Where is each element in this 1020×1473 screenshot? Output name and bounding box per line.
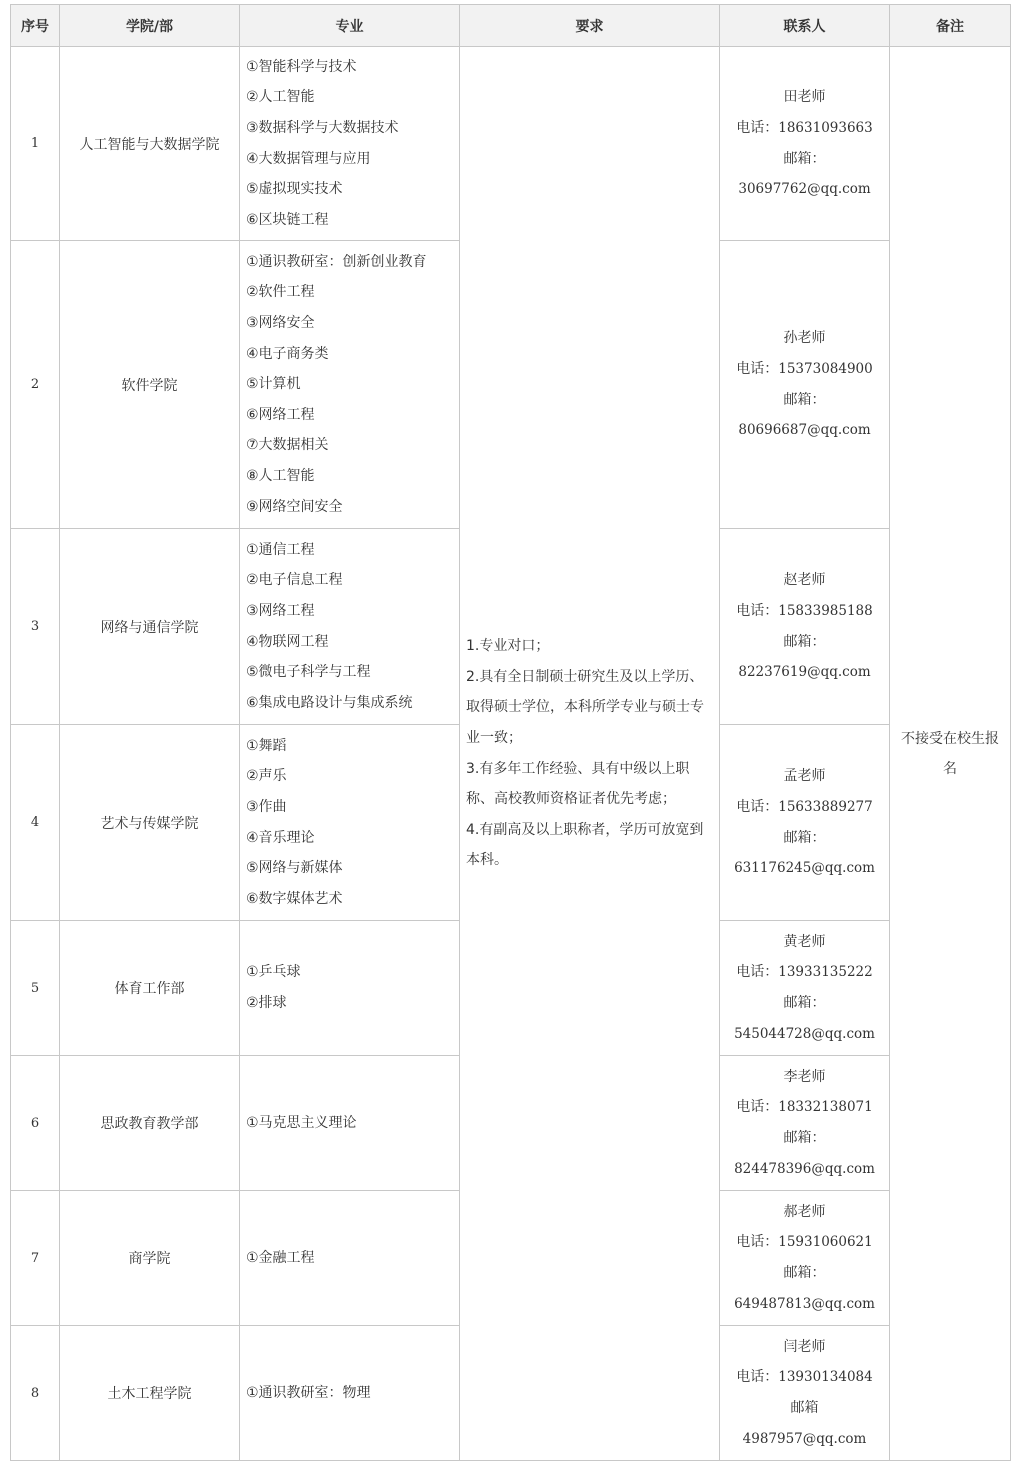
major-list [240,921,460,1056]
contact-name: 孟老师 [783,768,826,785]
major-item: ①金融工程 [246,1249,315,1266]
major-item: ②软件工程 [246,284,315,301]
major-list [240,1326,460,1461]
contact-email[interactable]: 824478396@qq.com [734,1160,875,1177]
major-item: ④大数据管理与应用 [246,150,371,167]
requirement-item: 3.有多年工作经验、具有中级以上职称、高校教师资格证者优先考虑； [466,760,690,808]
header-idx: 序号 [11,5,60,47]
contact-name: 田老师 [783,89,826,106]
header-contact: 联系人 [720,5,890,47]
major-list [240,1191,460,1326]
contact-name: 黄老师 [783,933,826,950]
college-name: 人工智能与大数据学院 [60,47,240,241]
contact-phone-label: 电话： [736,798,779,815]
major-list [240,241,460,529]
row-index: 7 [11,1191,60,1326]
college-name: 思政教育教学部 [60,1056,240,1191]
contact-phone-label: 电话： [736,360,779,377]
college-name: 艺术与传媒学院 [60,725,240,921]
contact-phone: 18631093663 [778,119,873,136]
contact-phone-label: 电话： [736,119,779,136]
major-item: ④物联网工程 [246,633,329,650]
contact-email-label: 邮箱： [783,1130,826,1146]
contact-email[interactable]: 82237619@qq.com [738,664,871,681]
major-item: ③作曲 [246,798,287,815]
row-index: 2 [11,241,60,529]
major-item: ①通识教研室：物理 [246,1384,371,1401]
college-name: 网络与通信学院 [60,529,240,725]
contact-name: 郝老师 [783,1203,826,1220]
college-name: 体育工作部 [60,921,240,1056]
note-cell: 不接受在校生报名 [890,47,1011,1461]
contact-email[interactable]: 545044728@qq.com [734,1025,875,1042]
major-item: ⑥网络工程 [246,406,315,423]
contact-name: 李老师 [783,1068,826,1085]
contact-phone-line [720,596,889,627]
major-list [240,725,460,921]
college-name: 土木工程学院 [60,1326,240,1461]
row-index: 1 [11,47,60,241]
contact-email[interactable]: 30697762@qq.com [738,181,871,198]
requirement-item: 2.具有全日制硕士研究生及以上学历、取得硕士学位，本科所学专业与硕士专业一致； [466,668,704,746]
major-item: ①通识教研室：创新创业教育 [246,253,427,270]
contact-email-label: 邮箱 [790,1400,819,1416]
recruitment-table [10,4,1011,1461]
contact-email-label: 邮箱： [783,633,826,650]
major-item: ⑧人工智能 [246,467,315,484]
major-item: ④音乐理论 [246,829,315,846]
major-item: ①智能科学与技术 [246,58,357,75]
major-item: ①通信工程 [246,541,315,558]
header-requirement: 要求 [460,5,720,47]
contact-phone: 15833985188 [778,602,873,619]
major-item: ⑤微电子科学与工程 [246,664,371,681]
major-item: ⑤网络与新媒体 [246,860,343,877]
contact-phone: 13930134084 [778,1369,873,1386]
contact-phone-line [720,792,889,823]
college-name: 商学院 [60,1191,240,1326]
table-row [11,47,1011,241]
contact-cell [720,921,890,1056]
contact-name: 赵老师 [783,572,826,589]
major-item: ⑨网络空间安全 [246,498,343,515]
contact-email[interactable]: 80696687@qq.com [738,422,871,439]
contact-cell [720,1191,890,1326]
major-list [240,1056,460,1191]
contact-email[interactable]: 649487813@qq.com [734,1295,875,1312]
contact-phone-line [720,1092,889,1123]
major-item: ⑥集成电路设计与集成系统 [246,694,413,711]
major-item: ⑦大数据相关 [246,437,329,454]
major-item: ④电子商务类 [246,345,329,362]
major-item: ②人工智能 [246,89,315,106]
major-item: ⑥区块链工程 [246,211,329,228]
major-item: ③网络安全 [246,315,315,332]
major-list [240,529,460,725]
contact-email[interactable]: 631176245@qq.com [734,860,875,877]
contact-phone-label: 电话： [736,1099,779,1116]
contact-phone: 15633889277 [778,798,873,815]
contact-email-label: 邮箱： [783,150,826,167]
contact-email-label: 邮箱： [783,995,826,1011]
contact-phone: 15931060621 [778,1234,873,1251]
major-item: ①舞蹈 [246,737,287,754]
contact-cell [720,1056,890,1191]
contact-phone: 18332138071 [778,1099,873,1116]
row-index: 5 [11,921,60,1056]
contact-email-label: 邮箱： [783,829,826,846]
contact-phone-label: 电话： [736,602,779,619]
requirement-item: 4.有副高及以上职称者，学历可放宽到本科。 [466,821,704,869]
contact-phone-label: 电话： [736,1234,779,1251]
contact-phone-line [720,1227,889,1258]
major-item: ②声乐 [246,768,287,785]
contact-phone-label: 电话： [736,964,779,981]
table-header-row [11,5,1011,47]
row-index: 6 [11,1056,60,1191]
row-index: 8 [11,1326,60,1461]
contact-phone-line [720,957,889,988]
college-name: 软件学院 [60,241,240,529]
major-item: ③数据科学与大数据技术 [246,119,399,136]
major-item: ⑥数字媒体艺术 [246,890,343,907]
major-item: ①乒乓球 [246,964,301,981]
contact-email[interactable]: 4987957@qq.com [742,1430,867,1447]
contact-phone: 13933135222 [778,964,873,981]
recruitment-table-container [10,4,1010,1461]
contact-phone: 15373084900 [778,360,873,377]
major-list [240,47,460,241]
contact-cell [720,1326,890,1461]
major-item: ①马克思主义理论 [246,1114,357,1131]
row-index: 4 [11,725,60,921]
contact-name: 孙老师 [783,330,826,347]
contact-cell [720,725,890,921]
major-item: ②排球 [246,995,287,1011]
major-item: ⑤计算机 [246,376,301,393]
contact-phone-line [720,1362,889,1393]
contact-email-label: 邮箱： [783,391,826,408]
contact-phone-line [720,354,889,385]
major-item: ③网络工程 [246,602,315,619]
contact-email-label: 邮箱： [783,1265,826,1281]
header-college: 学院/部 [60,5,240,47]
contact-cell [720,529,890,725]
requirement-item: 1.专业对口； [466,638,550,655]
contact-cell [720,47,890,241]
header-major: 专业 [240,5,460,47]
contact-name: 闫老师 [783,1338,826,1355]
contact-cell [720,241,890,529]
row-index: 3 [11,529,60,725]
header-note: 备注 [890,5,1011,47]
contact-phone-line [720,113,889,144]
contact-phone-label: 电话： [736,1369,779,1386]
major-item: ②电子信息工程 [246,572,343,589]
requirements-cell [460,47,720,1461]
major-item: ⑤虚拟现实技术 [246,181,343,198]
table-body [11,47,1011,1461]
